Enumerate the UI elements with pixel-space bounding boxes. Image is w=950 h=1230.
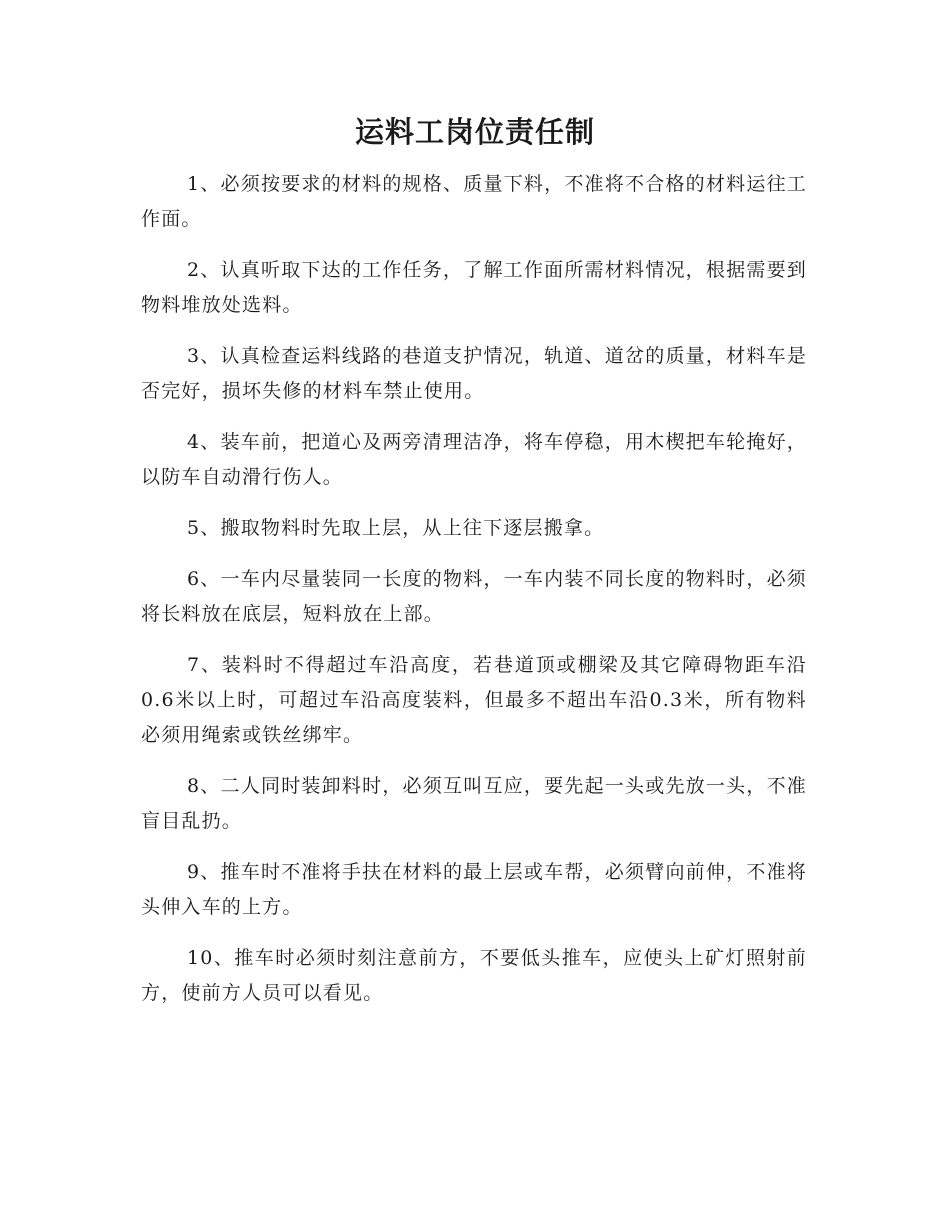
document-body <box>141 167 807 1027</box>
paragraph-2: 2、认真听取下达的工作任务，了解工作面所需材料情况，根据需要到物料堆放处选料。 <box>141 259 807 316</box>
paragraph-4: 4、装车前，把道心及两旁清理洁净，将车停稳，用木楔把车轮掩好，以防车自动滑行伤人。 <box>141 431 807 488</box>
paragraph-1: 1、必须按要求的材料的规格、质量下料，不准将不合格的材料运往工作面。 <box>141 173 807 230</box>
paragraph-10: 10、推车时必须时刻注意前方，不要低头推车，应使头上矿灯照射前方，使前方人员可以看见。 <box>141 947 807 1004</box>
paragraph-9: 9、推车时不准将手扶在材料的最上层或车帮，必须臂向前伸，不准将头伸入车的上方。 <box>141 861 807 918</box>
paragraph-7: 7、装料时不得超过车沿高度，若巷道顶或棚梁及其它障碍物距车沿0.6米以上时，可超过车沿高度装料，但最多不超出车沿0.3米，所有物料必须用绳索或铁丝绑牢。 <box>141 654 807 746</box>
paragraph-5: 5、搬取物料时先取上层，从上往下逐层搬拿。 <box>187 517 605 539</box>
paragraph-8: 8、二人同时装卸料时，必须互叫互应，要先起一头或先放一头，不准盲目乱扔。 <box>141 775 807 832</box>
paragraph-3: 3、认真检查运料线路的巷道支护情况，轨道、道岔的质量，材料车是否完好，损坏失修的材料车禁止使用。 <box>141 345 807 402</box>
document-title: 运料工岗位责任制 <box>354 115 595 149</box>
paragraph-6: 6、一车内尽量装同一长度的物料，一车内装不同长度的物料时，必须将长料放在底层，短料放在上部。 <box>141 568 807 625</box>
